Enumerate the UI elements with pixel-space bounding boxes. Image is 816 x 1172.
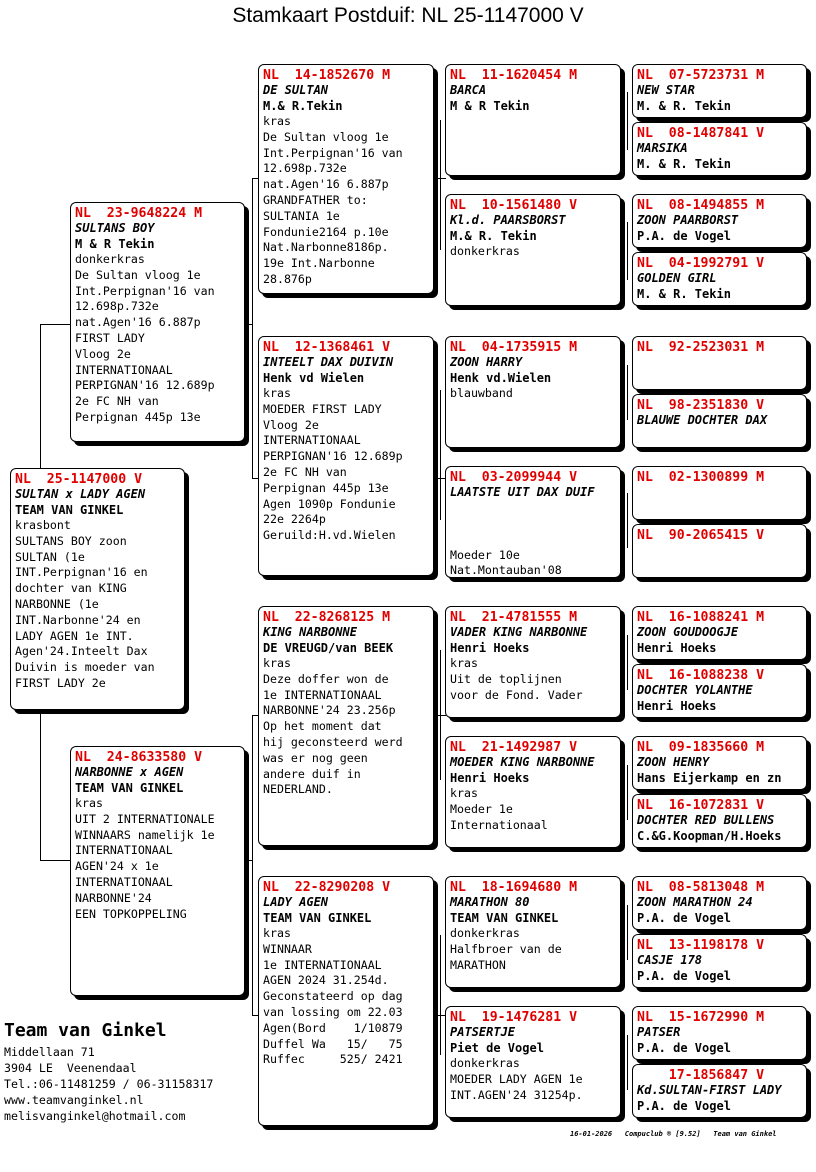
bird-name: ZOON PAARBORST (637, 213, 739, 227)
ring-number: NL 11-1620454 M (450, 68, 578, 83)
bird-note: FIRST LADY 2e (15, 675, 106, 690)
breeder-phone: Tel.:06-11481259 / 06-31158317 (4, 1077, 214, 1091)
pedigree-card-g2 (632, 122, 807, 176)
bird-note: NEDERLAND. (263, 782, 333, 797)
bird-note: was er nog geen (263, 750, 368, 765)
bird-owner: Henri Hoeks (450, 771, 530, 785)
bird-note: donkerkras (450, 244, 520, 258)
pedigree-card-g11 (632, 736, 807, 790)
pedigree-card-g14 (632, 934, 807, 988)
bird-note (450, 516, 616, 532)
ring-number: NL 19-1476281 V (450, 1010, 578, 1025)
bird-owner (637, 500, 802, 516)
ring-number: NL 22-8268125 M (263, 610, 391, 625)
bird-note: 1e INTERNATIONAAL (263, 957, 382, 972)
bird-note: Op het moment dat (263, 719, 382, 734)
pedigree-card-mfm (445, 736, 621, 848)
bird-note: INT.Narbonne'24 en (15, 612, 141, 627)
bird-note: INTERNATIONAAL (75, 874, 173, 889)
page-title: Stamkaart Postduif: NL 25-1147000 V (232, 4, 584, 27)
bird-note: andere duif in (263, 766, 361, 781)
bird-note: nat.Agen'16 6.887p (263, 177, 389, 192)
bird-note: SULTANIA 1e (263, 208, 340, 223)
pedigree-card-mother (70, 746, 245, 996)
bird-owner: Henri Hoeks (637, 699, 717, 713)
bird-name: INTEELT DAX DUIVIN (263, 355, 394, 369)
bird-owner: Henk vd.Wielen (450, 371, 552, 385)
bird-name: SULTAN x LADY AGEN (15, 487, 146, 501)
bird-owner: M. & R. Tekin (637, 157, 731, 171)
bird-note: PERPIGNAN'16 12.689p (75, 378, 215, 393)
bird-owner: Henri Hoeks (637, 641, 717, 655)
ring-number: NL 16-1072831 V (637, 798, 765, 813)
pedigree-card-g16 (632, 1064, 807, 1118)
bird-owner: Henri Hoeks (450, 641, 530, 655)
bird-name: KING NARBONNE (263, 625, 357, 639)
print-stamp: 16-01-2026 Compuclub ® [9.52] Team van Ginkel (570, 1130, 777, 1138)
ring-number: NL 90-2065415 V (637, 528, 765, 543)
bird-note: 2e FC NH van (75, 394, 159, 409)
pedigree-card-g12 (632, 794, 807, 848)
bird-note: 12.698p.732e (75, 299, 159, 314)
bird-name: MARATHON 80 (450, 895, 530, 909)
pedigree-card-subject (10, 468, 185, 710)
bird-note: kras (263, 386, 291, 400)
bird-note: hij geconsteerd werd (263, 734, 403, 749)
pedigree-card-fm (258, 336, 434, 576)
ring-number: NL 04-1735915 M (450, 340, 578, 355)
bird-note: SULTANS BOY zoon (15, 533, 127, 548)
ring-number: NL 08-1487841 V (637, 126, 765, 141)
bird-note: SULTAN (1e (15, 549, 85, 564)
bird-note: De Sultan vloog 1e (263, 129, 389, 144)
pedigree-card-g1 (632, 64, 807, 118)
bird-name: ZOON MARATHON 24 (637, 895, 753, 909)
bird-owner: C.&G.Koopman/H.Hoeks (637, 829, 782, 843)
bird-note: NARBONNE (1e (15, 596, 99, 611)
bird-name: DOCHTER YOLANTHE (637, 683, 753, 697)
bird-owner: P.A. de Vogel (637, 1099, 731, 1113)
ring-number: NL 02-1300899 M (637, 470, 765, 485)
bird-note: INT.Perpignan'16 en (15, 565, 148, 580)
bird-note: Nat.Montauban'08 (450, 563, 562, 578)
ring-number: NL 08-1494855 M (637, 198, 765, 213)
pedigree-card-mf (258, 606, 434, 846)
ring-number: NL 10-1561480 V (450, 198, 578, 213)
bird-note: INTERNATIONAAL (75, 843, 173, 858)
bird-note: Agen 1090p Fondunie (263, 496, 396, 511)
pedigree-card-mmm (445, 1006, 621, 1118)
breeder-contact (4, 1044, 213, 1124)
bird-note: 19e Int.Narbonne (263, 256, 375, 271)
bird-note: 28.876p (263, 271, 312, 286)
bird-note: Nat.Narbonne8186p. (263, 240, 389, 255)
bird-note: voor de Fond. Vader (450, 687, 583, 702)
bird-name (637, 543, 802, 558)
ring-number: NL 21-1492987 V (450, 740, 578, 755)
bird-owner: P.A. de Vogel (637, 969, 731, 983)
bird-note: WINNAAR (263, 941, 312, 956)
bird-note: Moeder 10e (450, 547, 520, 562)
ring-number: NL 12-1368461 V (263, 340, 391, 355)
pedigree-card-g8 (632, 524, 807, 578)
bird-owner: Piet de Vogel (450, 1041, 544, 1055)
bird-name: BARCA (450, 83, 487, 97)
bird-owner (637, 428, 802, 444)
pedigree-card-father (70, 202, 245, 442)
bird-name: ZOON HENRY (637, 755, 710, 769)
bird-owner: M.& R.Tekin (263, 99, 343, 113)
bird-name: Kd.SULTAN-FIRST LADY (637, 1083, 782, 1097)
bird-note: LADY AGEN 1e INT. (15, 628, 134, 643)
breeder-email: melisvanginkel@hotmail.com (4, 1109, 186, 1123)
ring-number: NL 13-1198178 V (637, 938, 765, 953)
bird-note: Geruild:H.vd.Wielen (263, 528, 396, 543)
bird-name: LAATSTE UIT DAX DUIF (450, 485, 595, 499)
bird-note: Perpignan 445p 13e (75, 409, 201, 424)
bird-owner: P.A. de Vogel (637, 911, 731, 925)
bird-note: INTERNATIONAAL (75, 362, 173, 377)
ring-number: NL 08-5813048 M (637, 880, 765, 895)
bird-note: donkerkras (450, 1056, 520, 1070)
bird-name (637, 485, 802, 500)
bird-owner: M & R Tekin (450, 99, 530, 113)
pedigree-card-g4 (632, 252, 807, 306)
pedigree-card-g15 (632, 1006, 807, 1060)
bird-name: Kl.d. PAARSBORST (450, 213, 566, 227)
bird-name: PATSER (637, 1025, 681, 1039)
ring-number: NL 03-2099944 V (450, 470, 578, 485)
bird-name: NEW STAR (637, 83, 695, 97)
bird-note: INTERNATIONAAL (263, 433, 361, 448)
bird-owner: TEAM VAN GINKEL (75, 781, 184, 795)
bird-note: van lossing om 22.03 (263, 1004, 403, 1019)
bird-note: kras (75, 796, 103, 810)
pedigree-card-ffm (445, 194, 621, 306)
bird-note: krasbont (15, 518, 71, 532)
bird-note: NARBONNE'24 23.256p (263, 703, 396, 718)
ring-number: NL 16-1088241 M (637, 610, 765, 625)
bird-note: 22e 2264p (263, 512, 326, 527)
pedigree-card-g9 (632, 606, 807, 660)
bird-owner: TEAM VAN GINKEL (263, 911, 372, 925)
bird-note: FIRST LADY (75, 330, 145, 345)
bird-note: Halfbroer van de (450, 941, 562, 956)
pedigree-card-mm (258, 876, 434, 1126)
pedigree-card-mff (445, 606, 621, 718)
bird-note: 2e FC NH van (263, 464, 347, 479)
bird-owner: M & R Tekin (75, 237, 155, 251)
bird-note: Agen'24.Inteelt Dax (15, 644, 148, 659)
ring-number: NL 16-1088238 V (637, 668, 765, 683)
pedigree-card-g10 (632, 664, 807, 718)
bird-note: kras (263, 656, 291, 670)
bird-note: WINNAARS namelijk 1e (75, 827, 215, 842)
bird-name: ZOON GOUDOOGJE (637, 625, 739, 639)
bird-name: LADY AGEN (263, 895, 329, 909)
ring-number: NL 25-1147000 V (15, 472, 143, 487)
bird-note: kras (450, 656, 478, 670)
bird-owner: TEAM VAN GINKEL (450, 911, 559, 925)
bird-name: ZOON HARRY (450, 355, 523, 369)
ring-number: NL 23-9648224 M (75, 206, 203, 221)
bird-name: DE SULTAN (263, 83, 329, 97)
bird-owner: P.A. de Vogel (637, 229, 731, 243)
ring-number: NL 07-5723731 M (637, 68, 765, 83)
bird-note: Duivin is moeder van (15, 660, 155, 675)
bird-note: Ruffec 525/ 2421 (263, 1052, 403, 1067)
ring-number: NL 98-2351830 V (637, 398, 765, 413)
pedigree-card-g3 (632, 194, 807, 248)
pedigree-card-g5 (632, 336, 807, 390)
bird-note: MARATHON (450, 957, 506, 972)
bird-note: MOEDER FIRST LADY (263, 401, 382, 416)
bird-note: donkerkras (450, 926, 520, 940)
breeder-address: Middellaan 71 (4, 1045, 95, 1059)
breeder-website: www.teamvanginkel.nl (4, 1093, 144, 1107)
ring-number: NL 22-8290208 V (263, 880, 391, 895)
bird-note: Vloog 2e (263, 417, 319, 432)
bird-owner (637, 558, 802, 574)
bird-note: dochter van KING (15, 581, 127, 596)
bird-name: MARSIKA (637, 141, 688, 155)
bird-note: Fondunie2164 p.10e (263, 224, 389, 239)
breeder-name: Team van Ginkel (4, 1020, 167, 1041)
pedigree-card-g7 (632, 466, 807, 520)
bird-note: UIT 2 INTERNATIONALE (75, 811, 215, 826)
bird-note: AGEN'24 x 1e (75, 859, 159, 874)
bird-note: GRANDFATHER to: (263, 192, 368, 207)
bird-owner: M.& R. Tekin (450, 229, 537, 243)
ring-number: NL 24-8633580 V (75, 750, 203, 765)
bird-note: Duffel Wa 15/ 75 (263, 1036, 403, 1051)
ring-number: NL 21-4781555 M (450, 610, 578, 625)
bird-note: kras (263, 926, 291, 940)
bird-owner: P.A. de Vogel (637, 1041, 731, 1055)
ring-number: NL 09-1835660 M (637, 740, 765, 755)
bird-note: Int.Perpignan'16 van (263, 145, 403, 160)
bird-note: INT.AGEN'24 31254p. (450, 1087, 583, 1102)
ring-number: NL 18-1694680 M (450, 880, 578, 895)
bird-name (637, 355, 802, 370)
bird-note: Internationaal (450, 817, 548, 832)
pedigree-card-g6 (632, 394, 807, 448)
bird-note: Perpignan 445p 13e (263, 480, 389, 495)
bird-owner: DE VREUGD/van BEEK (263, 641, 394, 655)
bird-note: PERPIGNAN'16 12.689p (263, 449, 403, 464)
bird-note: Vloog 2e (75, 346, 131, 361)
bird-note: De Sultan vloog 1e (75, 267, 201, 282)
pedigree-card-ff (258, 64, 434, 294)
bird-note: blauwband (450, 386, 513, 400)
bird-note: kras (263, 114, 291, 128)
bird-note: Int.Perpignan'16 van (75, 283, 215, 298)
bird-note: 12.698p.732e (263, 161, 347, 176)
bird-note: NARBONNE'24 (75, 890, 152, 905)
bird-name: VADER KING NARBONNE (450, 625, 588, 639)
bird-name: NARBONNE x AGEN (75, 765, 184, 779)
bird-owner: M. & R. Tekin (637, 287, 731, 301)
ring-number: NL 92-2523031 M (637, 340, 765, 355)
bird-name: MOEDER KING NARBONNE (450, 755, 595, 769)
bird-note (450, 532, 616, 548)
bird-note: donkerkras (75, 252, 145, 266)
bird-name: GOLDEN GIRL (637, 271, 717, 285)
bird-owner (450, 500, 616, 516)
bird-name: SULTANS BOY (75, 221, 155, 235)
pedigree-card-g13 (632, 876, 807, 930)
breeder-city: 3904 LE Veenendaal (4, 1061, 137, 1075)
bird-note: Agen(Bord 1/10879 (263, 1020, 403, 1035)
pedigree-card-mmf (445, 876, 621, 988)
bird-name: DOCHTER RED BULLENS (637, 813, 775, 827)
bird-note: AGEN 2024 31.254d. (263, 973, 389, 988)
bird-name: PATSERTJE (450, 1025, 516, 1039)
ring-number: NL 04-1992791 V (637, 256, 765, 271)
bird-owner (637, 370, 802, 386)
pedigree-card-fff (445, 64, 621, 176)
bird-note: Moeder 1e (450, 801, 513, 816)
bird-note: kras (450, 786, 478, 800)
pedigree-card-fmf (445, 336, 621, 448)
pedigree-card-fmm (445, 466, 621, 578)
bird-owner: Hans Eijerkamp en zn (637, 771, 782, 785)
bird-name: BLAUWE DOCHTER DAX (637, 413, 768, 427)
ring-number: NL 14-1852670 M (263, 68, 391, 83)
ring-number: 17-1856847 V (637, 1068, 765, 1083)
bird-note: Geconstateerd op dag (263, 989, 403, 1004)
bird-note: MOEDER LADY AGEN 1e (450, 1071, 583, 1086)
bird-owner: M. & R. Tekin (637, 99, 731, 113)
bird-note: nat.Agen'16 6.887p (75, 315, 201, 330)
bird-note: Uit de toplijnen (450, 671, 562, 686)
bird-note: Deze doffer won de (263, 671, 389, 686)
bird-owner: TEAM VAN GINKEL (15, 503, 124, 517)
bird-note: EEN TOPKOPPELING (75, 906, 187, 921)
bird-owner: Henk vd Wielen (263, 371, 365, 385)
bird-note: 1e INTERNATIONAAL (263, 687, 382, 702)
ring-number: NL 15-1672990 M (637, 1010, 765, 1025)
bird-name: CASJE 178 (637, 953, 703, 967)
